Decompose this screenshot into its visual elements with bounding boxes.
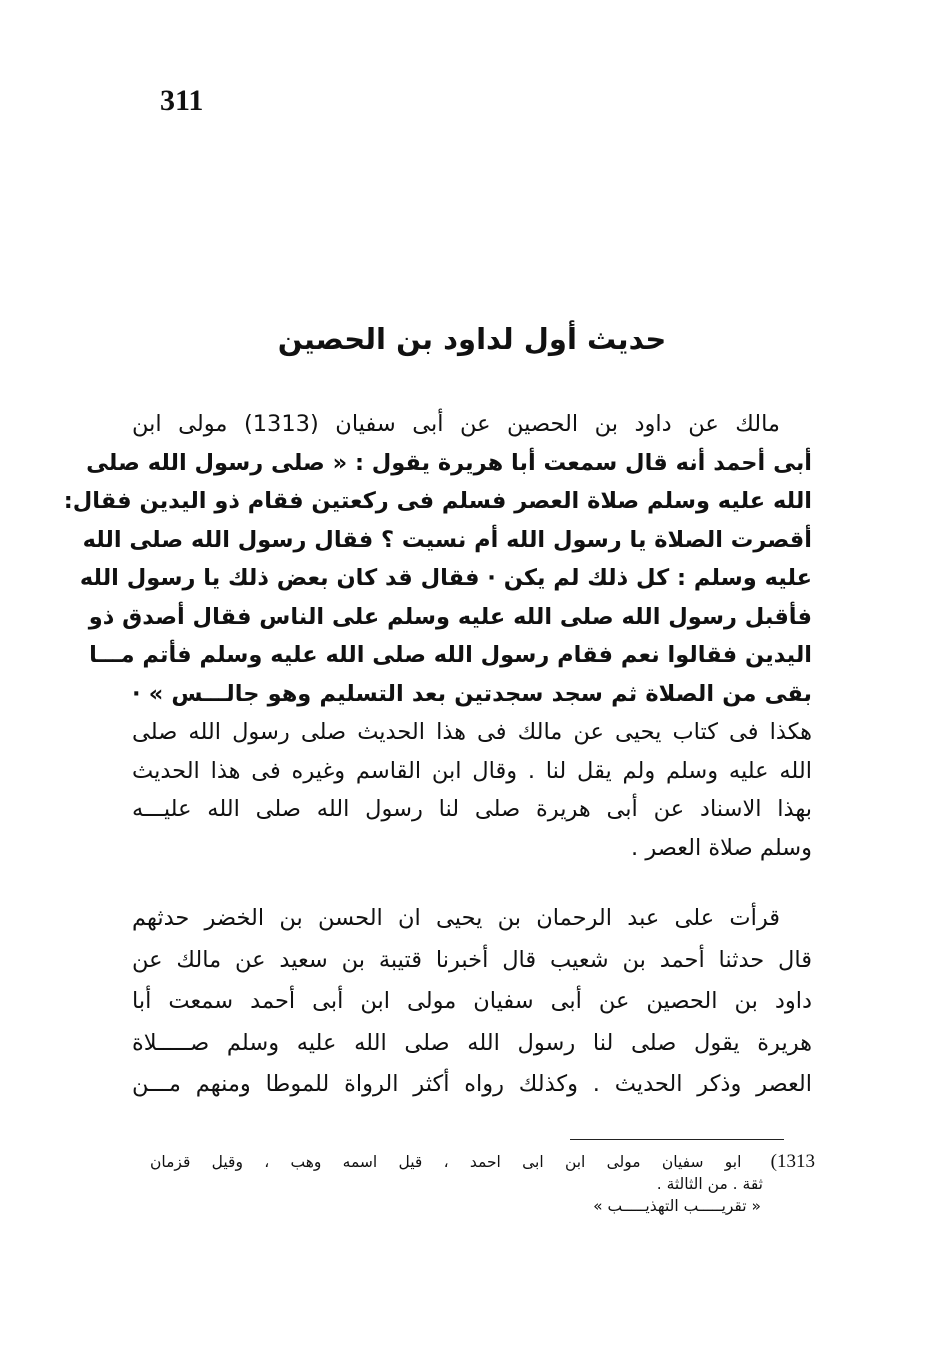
footnote	[150, 1151, 815, 1217]
text-line: العصر وذكر الحديث . وكذلك رواه أكثر الرواة للموطا ومنهم مـــن	[132, 1071, 812, 1097]
text-line: هريرة يقول صلى لنا رسول الله صلى الله عليه وسلم صـــــلاة	[132, 1029, 812, 1056]
paragraph-2	[132, 898, 812, 1106]
text-line: قال حدثنا أحمد بن شعيب قال أخبرنا قتيبة بن سعيد عن مالك عن	[132, 946, 812, 973]
text-line: قرأت على عبد الرحمان بن يحيى ان الحسن بن الخضر حدثهم	[132, 905, 780, 931]
text-line: الله عليه وسلم صلاة العصر فسلم فى ركعتين فقام ذو اليدين فقال:	[63, 488, 812, 514]
footnote-line: ثقة . من الثالثة .	[656, 1175, 763, 1193]
chapter-title: حديث أول لداود بن الحصين	[277, 322, 667, 356]
text-line: فأقبل رسول الله صلى الله عليه وسلم على الناس فقال أصدق ذو	[88, 603, 812, 630]
footnote-text: ابو سفيان مولى ابن ابى احمد ، قيل اسمه وهب ، وقيل قزمان	[150, 1153, 742, 1171]
paragraph-1	[63, 405, 812, 867]
footnote-divider	[570, 1139, 784, 1140]
text-line: عليه وسلم : كل ذلك لم يكن · فقال قد كان بعض ذلك يا رسول الله	[79, 565, 812, 591]
text-line: وسلم صلاة العصر .	[631, 834, 812, 861]
text-line: اليدين فقالوا نعم فقام رسول الله صلى الله عليه وسلم فأتم مـــا	[89, 642, 812, 668]
footnote-source: « تقريـــــب التهذيـــــب »	[593, 1197, 761, 1215]
footnote-line	[150, 1151, 815, 1173]
text-line: أقصرت الصلاة يا رسول الله أم نسيت ؟ فقال رسول الله صلى الله	[82, 526, 812, 553]
text-line: بقى من الصلاة ثم سجد سجدتين بعد التسليم وهو جالـــس » ·	[132, 680, 812, 707]
text-line: بهذا الاسناد عن أبى هريرة صلى لنا رسول الله صلى الله عليـــه	[132, 796, 812, 822]
footnote-number: 1313)	[770, 1151, 815, 1172]
text-line: الله عليه وسلم ولم يقل لنا . وقال ابن القاسم وغيره فى هذا الحديث	[132, 757, 812, 784]
text-line: داود بن الحصين عن أبى سفيان مولى ابن أبى أحمد سمعت أبا	[132, 988, 812, 1014]
page-number: 311	[160, 84, 204, 117]
text-line: مالك عن داود بن الحصين عن أبى سفيان (1313) مولى ابن	[132, 411, 780, 437]
text-line: هكذا فى كتاب يحيى عن مالك فى هذا الحديث صلى رسول الله صلى	[132, 719, 812, 745]
text-line: أبى أحمد أنه قال سمعت أبا هريرة يقول : « صلى رسول الله صلى	[86, 449, 812, 476]
